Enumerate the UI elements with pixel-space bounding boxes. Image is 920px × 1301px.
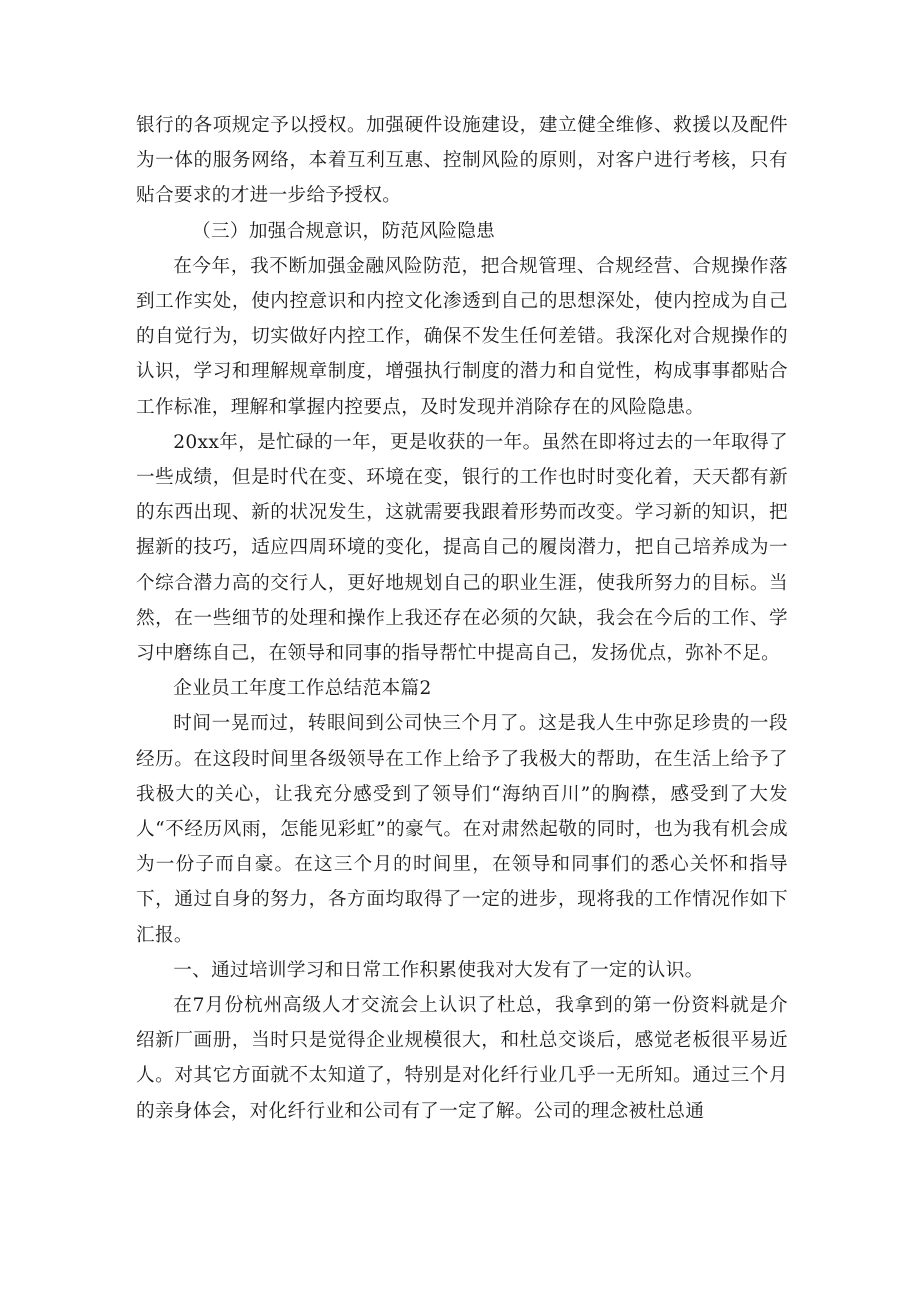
section-heading-training: 一、通过培训学习和日常工作积累使我对大发有了一定的认识。 — [173, 959, 704, 981]
paragraph-risk-control: 在今年，我不断加强金融风险防范，把合规管理、合规经营、合规操作落到工作实处，使内控意识和内控文化渗透到自己的思想深处，使内控成为自己的自觉行为，切实做好内控工作，确保不发生任何差错。我深化对合规操作的认识，学习和理解规章制度，增强执行制度的潜力和自觉性，构成事事都贴合工作标准，理解和掌握内控要点，及时发现并消除存在的风险隐患。 — [136, 255, 788, 418]
paragraph-year-summary: 20xx年，是忙碌的一年，更是收获的一年。虽然在即将过去的一年取得了一些成绩，但是时代在变、环境在变，银行的工作也时时变化着，天天都有新的东西出现、新的状况发生，这就需要我跟着形势而改变。学习新的知识，把握新的技巧，适应四周环境的变化，提高自己的履岗潜力，把自己培养成为一个综合潜力高的交行人，更好地规划自己的职业生涯，使我所努力的目标。当然，在一些细节的处理和操作上我还存在必须的欠缺，我会在今后的工作、学习中磨练自己，在领导和同事的指导帮忙中提高自己，发扬优点，弥补不足。 — [136, 431, 788, 665]
paragraph-hangzhou-meeting: 在7月份杭州高级人才交流会上认识了杜总，我拿到的第一份资料就是介绍新厂画册，当时只是觉得企业规模很大，和杜总交谈后，感觉老板很平易近人。对其它方面就不太知道了，特别是对化纤行业几乎一无所知。通过三个月的亲身体会，对化纤行业和公司有了一定了解。公司的理念被杜总通 — [136, 995, 788, 1122]
paragraph-authorization: 银行的各项规定予以授权。加强硬件设施建设，建立健全维修、救援以及配件为一体的服务网络，本着互利互惠、控制风险的原则，对客户进行考核，只有贴合要求的才进一步给予授权。 — [136, 115, 788, 207]
document-body — [136, 108, 788, 1129]
paragraph-three-months: 时间一晃而过，转眼间到公司快三个月了。这是我人生中弥足珍贵的一段经历。在这段时间里各级领导在工作上给予了我极大的帮助，在生活上给予了我极大的关心，让我充分感受到了领导们“海纳百川”的胸襟，感受到了大发人“不经历风雨，怎能见彩虹”的豪气。在对肃然起敬的同时，也为我有机会成为一份子而自豪。在这三个月的时间里，在领导和同事们的悉心关怀和指导下，通过自身的努力，各方面均取得了一定的进步，现将我的工作情况作如下汇报。 — [136, 713, 788, 946]
subheading-compliance: （三）加强合规意识，防范风险隐患 — [192, 220, 496, 242]
section-title-part2: 企业员工年度工作总结范本篇2 — [173, 678, 432, 700]
